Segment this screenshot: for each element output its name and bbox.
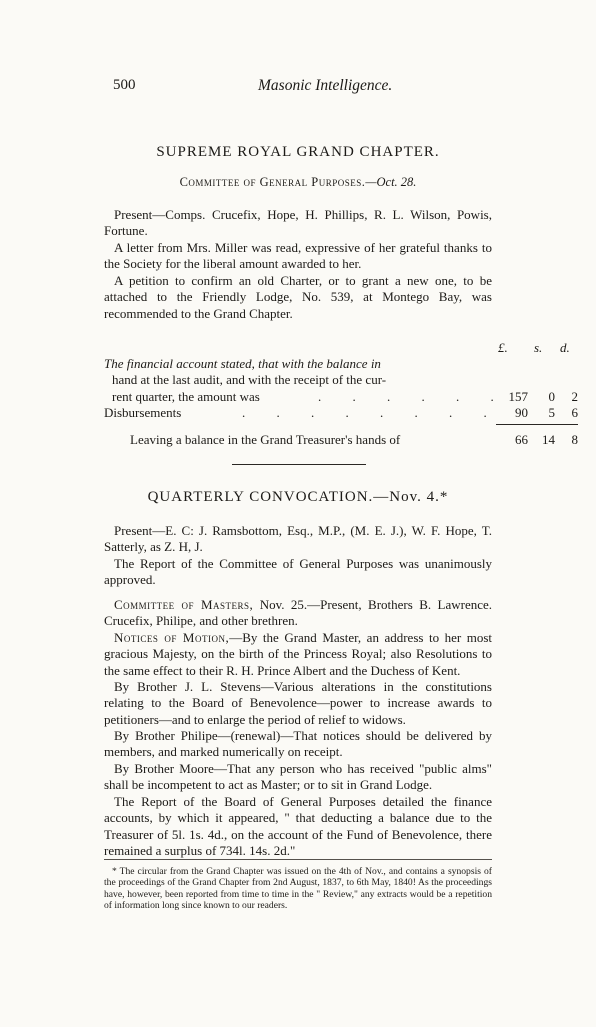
footnote [104,866,492,912]
amount-pence: 8 [571,432,578,447]
pence-heading: d. [560,340,570,355]
footnote-rule [104,859,492,860]
paragraph-text: The Report of the Board of General Purposes detailed the finance accounts, by which it appeared, " that deducting a balance due to the Treasurer of 5l. 1s. 4d., on the account of the Fund of Benevolence, there remained a surplus of 734l. 14s. 2d." [104,794,492,858]
paragraph-text: By Brother Moore—That any person who has received "public alms" shall be incompetent to act as Master; or to sit in Grand Lodge. [104,761,492,793]
subhead-date: —Oct. 28. [365,175,417,189]
financial-row-label: rent quarter, the amount was [112,389,260,404]
shillings-heading: s. [534,340,543,355]
section-subhead [0,175,596,190]
paragraph-text: Present—E. C: J. Ramsbottom, Esq., M.P., (M. E. J.), W. F. Hope, T. Satterly, as Z. H, J. [104,523,492,555]
financial-row-label: Leaving a balance in the Grand Treasurer's hands of [130,432,401,447]
paragraph-text: Present—Comps. Crucefix, Hope, H. Phillips, R. L. Wilson, Powis, Fortune. [104,207,492,239]
paragraph-text: Nov. 25.—Present, Brothers B. Lawrence. Crucefix, Philipe, and other brethren. [104,597,493,629]
paragraph-text: By Brother J. L. Stevens—Various alterations in the constitutions relating to the Board of Benevolence—power to increase awards to petitioners—and to enlarge the period of relief to widows. [104,679,492,727]
financial-intro-text: The financial account stated, that with the balance in [104,356,381,371]
paragraph-text: A petition to confirm an old Charter, or to grant a new one, to be attached to the Friendly Lodge, No. 539, at Montego Bay, was recommended to the Grand Chapter. [104,273,492,321]
financial-row-value [498,405,578,421]
section-title-quarterly-convocation: QUARTERLY CONVOCATION.—Nov. 4.* [147,489,449,505]
amount-pounds: 157 [508,389,528,404]
paragraph-board-report [104,794,492,859]
amount-shillings: 5 [548,405,555,420]
sum-rule [496,424,578,425]
paragraph-moore-motion [104,761,492,794]
section-divider [232,464,366,465]
paragraph-petition [104,273,492,322]
paragraph-caps: Notices of Motion, [114,630,230,645]
paragraph-text: A letter from Mrs. Miller was read, expressive of her grateful thanks to the Society for the liberal amount awarded to her. [104,240,492,272]
paragraph-text: By Brother Philipe—(renewal)—That notices should be delivered by members, and marked numerically on receipt. [104,728,492,760]
financial-row-value [498,389,578,405]
subhead-caps: Committee of General Purposes. [179,175,366,189]
leader-dots: . . . . . . . . [242,405,501,420]
amount-pounds: 90 [515,405,528,420]
financial-intro-text: hand at the last audit, and with the receipt of the cur- [112,372,387,387]
paragraph-text: —By the Grand Master, an address to her most gracious Majesty, on the birth of the Princess Royal; also Resolutions to the same effect to their R. H. Prince Albert and the Duchess of Kent. [104,630,492,678]
paragraph-caps: Committee of Masters, [114,597,254,612]
paragraph-text: The Report of the Committee of General Purposes was unanimously approved. [104,556,492,588]
financial-row-value [498,432,578,448]
amount-pounds: 66 [515,432,528,447]
paragraph-notices-of-motion [104,630,492,679]
amount-shillings: 14 [542,432,555,447]
amount-shillings: 0 [548,389,555,404]
page-number: 500 [113,77,136,93]
paragraph-committee-of-masters [104,597,492,630]
paragraph-philipe-motion [104,728,492,761]
paragraph-report [104,556,492,589]
footnote-text: * The circular from the Grand Chapter was issued on the 4th of Nov., and contains a synopsis of the proceedings of the Grand Chapter from 2nd August, 1837, to 6th May, 1840! As the proceedings have, however, been reported from time to time in the " Review," any extracts would be a repetition of information long since known to our readers. [104,866,492,912]
running-title: Masonic Intelligence. [258,77,393,94]
paragraph-present [104,207,492,240]
section-title-supreme-royal-grand-chapter: SUPREME ROYAL GRAND CHAPTER. [156,144,440,160]
paragraph-present-2 [104,523,492,556]
leader-dots: . . . . . . [318,389,508,404]
paragraph-stevens-motion [104,679,492,728]
financial-row-label: Disbursements [104,405,182,420]
amount-pence: 6 [571,405,578,420]
pounds-heading: £. [498,340,508,355]
amount-pence: 2 [571,389,578,404]
paragraph-letter [104,240,492,273]
